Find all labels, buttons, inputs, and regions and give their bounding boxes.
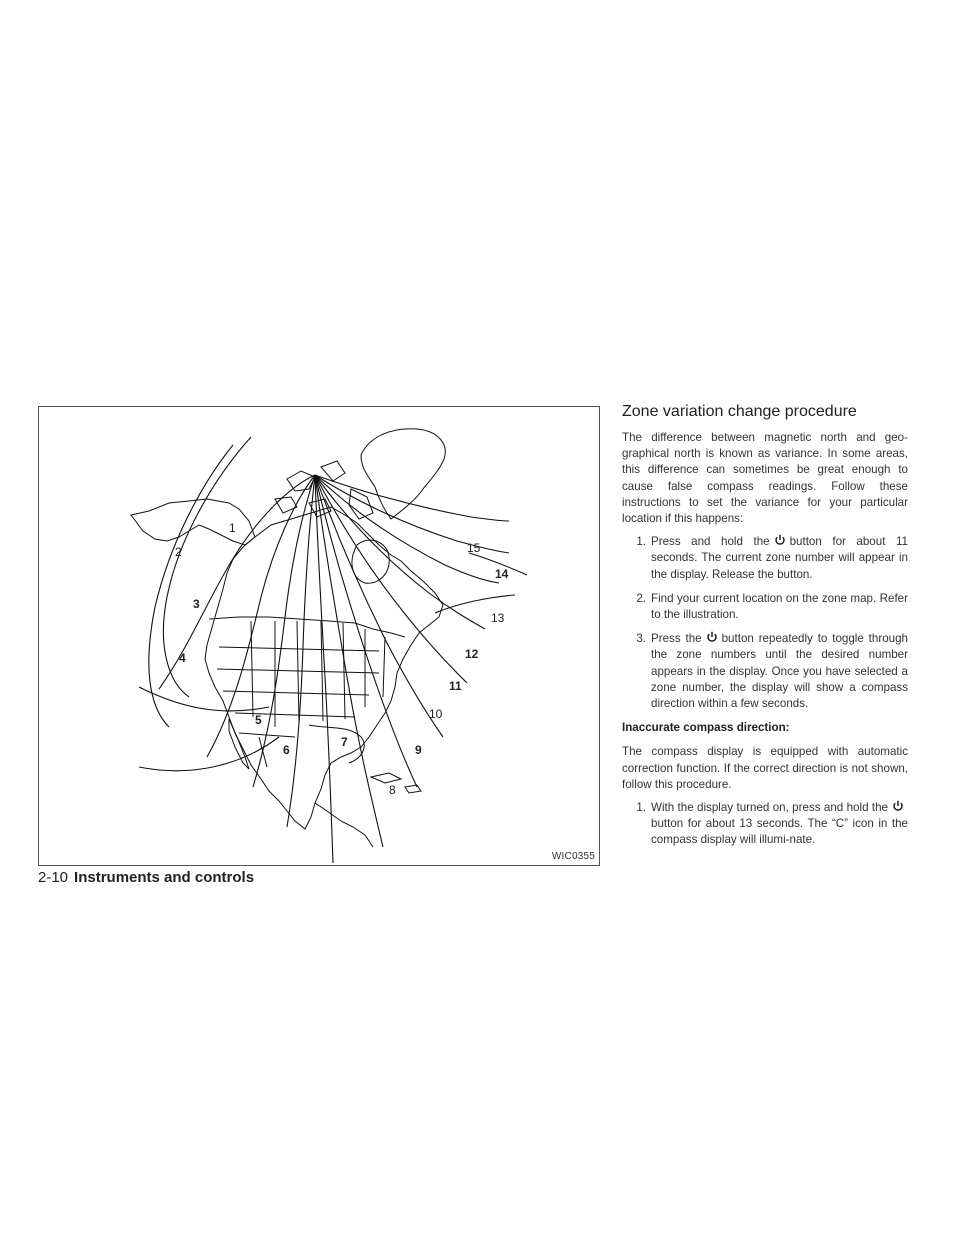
step-text-before: Press the — [651, 632, 702, 646]
step-1 — [622, 534, 908, 583]
zone-label-2: 2 — [175, 545, 182, 559]
step-text — [651, 800, 908, 849]
step-2 — [622, 591, 908, 623]
correction-step-1 — [622, 800, 908, 849]
step-text-after: button for about 13 seconds. The “C” icon in the compass display will illumi-nate. — [651, 817, 908, 847]
zone-label-14: 14 — [495, 567, 509, 581]
greenland-outline — [361, 429, 445, 519]
correction-paragraph: The compass display is equipped with automatic correction function. If the correct direction is not shown, follow this procedure. — [622, 745, 908, 791]
step-text — [651, 631, 908, 712]
text-column — [622, 402, 908, 857]
step-3 — [622, 631, 908, 712]
intro-paragraph: The difference between magnetic north and geo-graphical north is known as variance. In some areas, this difference can sometimes be great enough to cause false compass readings. Follow these instructions to set the variance for your particular location if this happens: — [622, 431, 908, 526]
arctic-island-4 — [275, 497, 297, 513]
step-text-before: With the display turned on, press and hold the — [651, 801, 888, 815]
page-number: 2-10 — [38, 869, 69, 886]
zone-label-9: 9 — [415, 743, 422, 757]
zone-label-8: 8 — [389, 783, 396, 797]
arctic-island-3 — [349, 489, 373, 519]
figure-code: WIC0355 — [551, 851, 595, 862]
step-number: 2. — [636, 591, 646, 605]
zone-labels — [175, 521, 509, 797]
step-number: 3. — [636, 632, 646, 646]
step-text-before: Press and hold the — [651, 535, 770, 549]
zone-label-7: 7 — [341, 735, 348, 749]
zone-map-illustration — [39, 407, 599, 865]
step-text-after: button for about 11 seconds. The current zone number will appear in the display. Release the button. — [651, 535, 908, 581]
zone-label-4: 4 — [179, 651, 186, 665]
step-number: 1. — [636, 535, 646, 549]
central-america — [315, 803, 373, 847]
power-icon — [891, 800, 905, 812]
zone-label-5: 5 — [255, 713, 262, 727]
zone-label-11: 11 — [449, 679, 462, 693]
power-icon — [773, 534, 787, 546]
gulf-coast — [309, 725, 364, 763]
step-text: Find your current location on the zone map. Refer to the illustration. — [651, 591, 908, 622]
step-text — [651, 534, 908, 583]
page-footer — [38, 869, 254, 886]
zone-label-13: 13 — [491, 611, 505, 625]
caribbean-island-1 — [371, 773, 401, 783]
section-heading: Zone variation change procedure — [622, 403, 857, 420]
zone-label-12: 12 — [465, 647, 479, 661]
subheading: Inaccurate compass direction: — [622, 721, 790, 735]
zone-label-6: 6 — [283, 743, 290, 757]
section-title: Instruments and controls — [74, 869, 255, 886]
step-number: 1. — [636, 801, 646, 815]
zone-label-10: 10 — [429, 707, 443, 721]
zone-label-1: 1 — [229, 521, 236, 535]
step-text-after: button repeatedly to toggle through the zone numbers until the desired number appears in the display. Once you have selected a zone number, the display will show a compass direction within a few seconds. — [651, 632, 908, 711]
zone-label-15: 15 — [467, 541, 481, 555]
power-icon — [705, 631, 719, 643]
zone-label-3: 3 — [193, 597, 200, 611]
zone-map-figure — [38, 406, 600, 866]
caribbean-island-2 — [405, 785, 421, 793]
hudson-bay — [352, 540, 389, 583]
